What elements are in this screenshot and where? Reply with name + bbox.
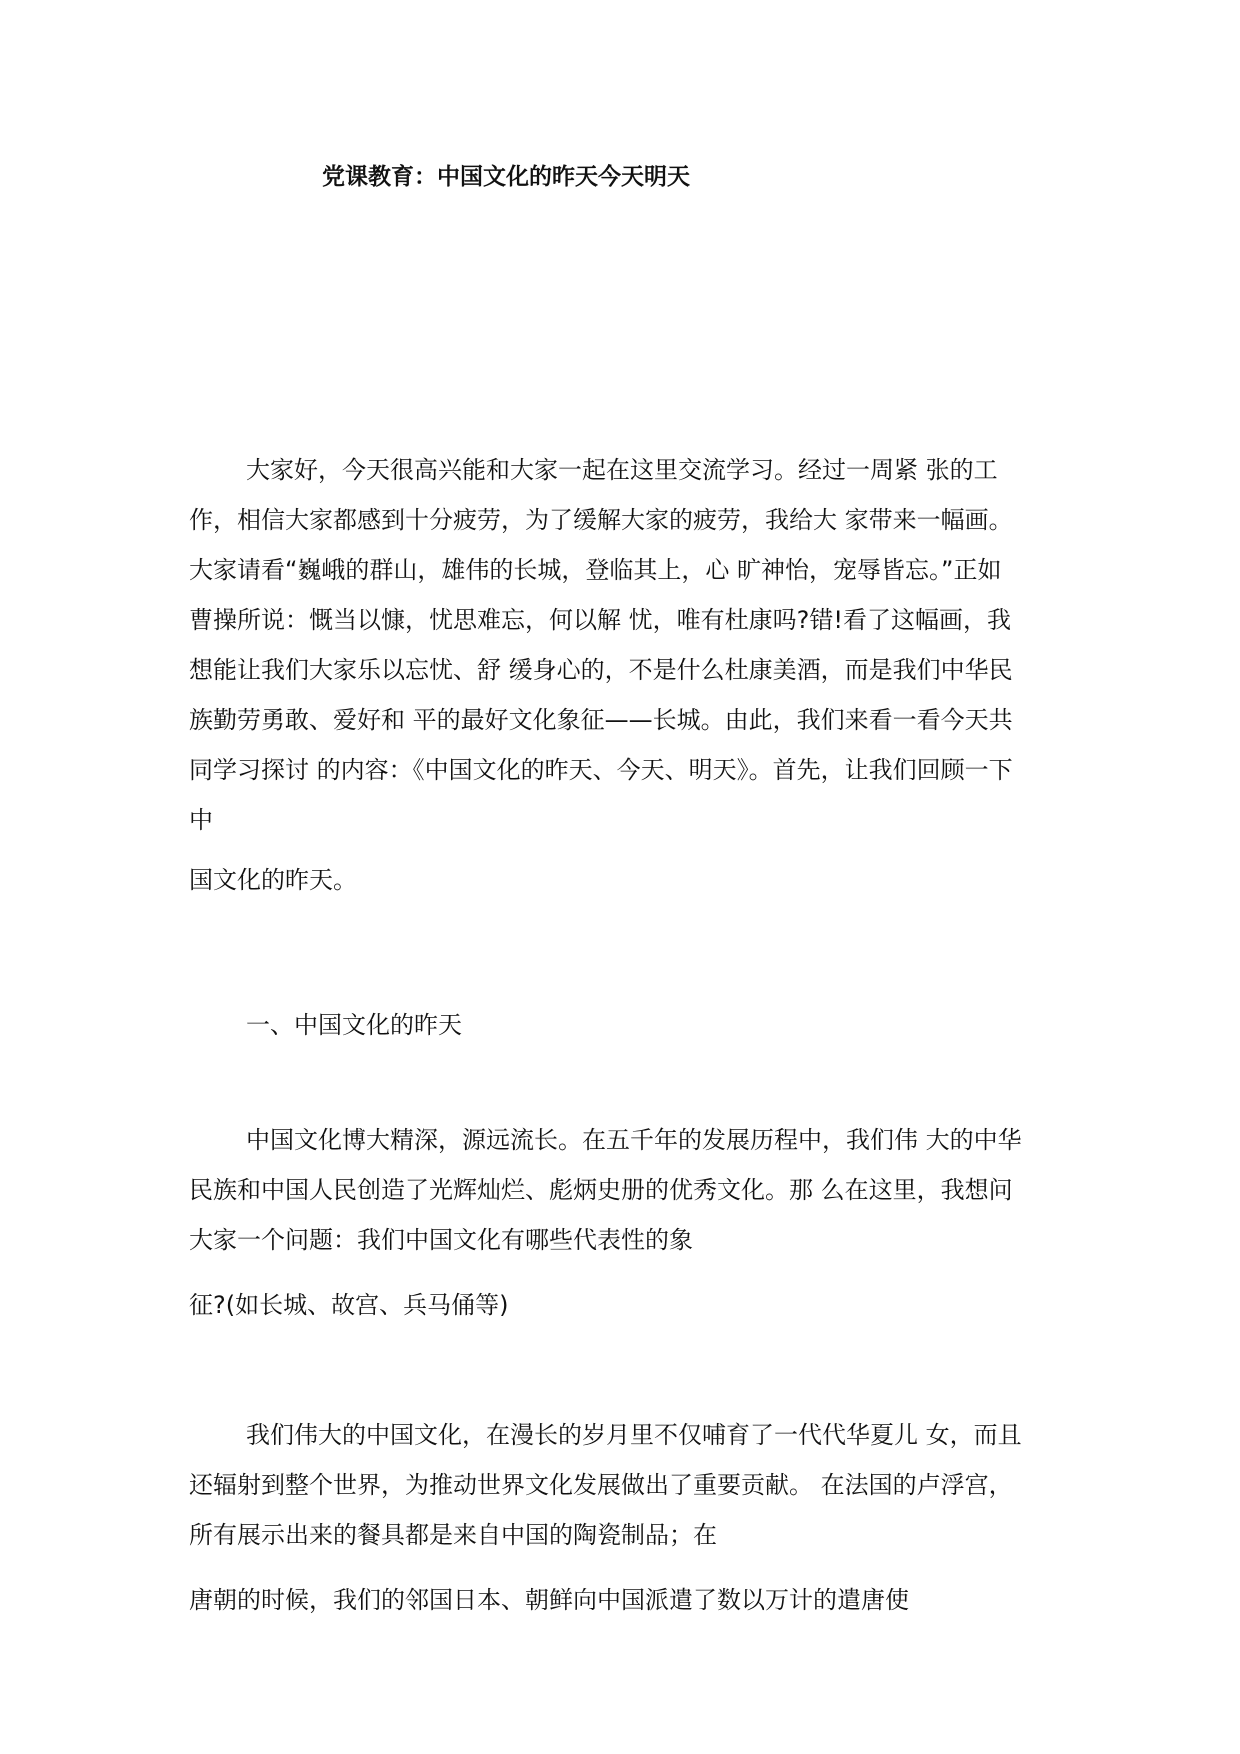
paragraph-line: 还辐射到整个世界，为推动世界文化发展做出了重要贡献。 在法国的卢浮宫， [189,1471,1013,1499]
paragraph-intro [189,445,1069,845]
paragraph-symbols [189,1115,1069,1265]
section-heading: 一、中国文化的昨天 [246,1011,462,1039]
paragraph-intro-continuation [189,855,1069,905]
paragraph-influence-continuation [189,1575,1069,1625]
paragraph-line: 大家请看“巍峨的群山，雄伟的长城，登临其上，心 旷神怡，宠辱皆忘。”正如 [189,556,1002,584]
paragraph-line: 曹操所说：慨当以慷，忧思难忘，何以解 忧，唯有杜康吗?错!看了这幅画，我 [189,606,1011,634]
paragraph-line: 中 [189,806,213,834]
paragraph-line: 征?(如长城、故宫、兵马俑等) [189,1291,509,1319]
paragraph-line: 唐朝的时候，我们的邻国日本、朝鲜向中国派遣了数以万计的遣唐使 [189,1586,909,1614]
paragraph-line: 作，相信大家都感到十分疲劳，为了缓解大家的疲劳，我给大 家带来一幅画。 [189,506,1013,534]
paragraph-line: 所有展示出来的餐具都是来自中国的陶瓷制品；在 [189,1521,717,1549]
document-title: 党课教育：中国文化的昨天今天明天 [322,164,690,190]
paragraph-influence [189,1410,1069,1560]
paragraph-line: 国文化的昨天。 [189,866,357,894]
paragraph-line: 大家一个问题：我们中国文化有哪些代表性的象 [189,1226,693,1254]
paragraph-line: 民族和中国人民创造了光辉灿烂、彪炳史册的优秀文化。那 么在这里，我想问 [189,1176,1013,1204]
paragraph-line: 想能让我们大家乐以忘忧、舒 缓身心的，不是什么杜康美酒，而是我们中华民 [189,656,1013,684]
paragraph-line: 同学习探讨 的内容：《中国文化的昨天、今天、明天》。首先，让我们回顾一下 [189,756,1013,784]
paragraph-line: 大家好，今天很高兴能和大家一起在这里交流学习。经过一周紧 张的工 [246,456,998,484]
paragraph-symbols-continuation [189,1280,1069,1330]
paragraph-line: 族勤劳勇敢、爱好和 平的最好文化象征——长城。由此，我们来看一看今天共 [189,706,1013,734]
paragraph-line: 我们伟大的中国文化，在漫长的岁月里不仅哺育了一代代华夏儿 女，而且 [246,1421,1022,1449]
paragraph-line: 中国文化博大精深，源远流长。在五千年的发展历程中，我们伟 大的中华 [246,1126,1022,1154]
